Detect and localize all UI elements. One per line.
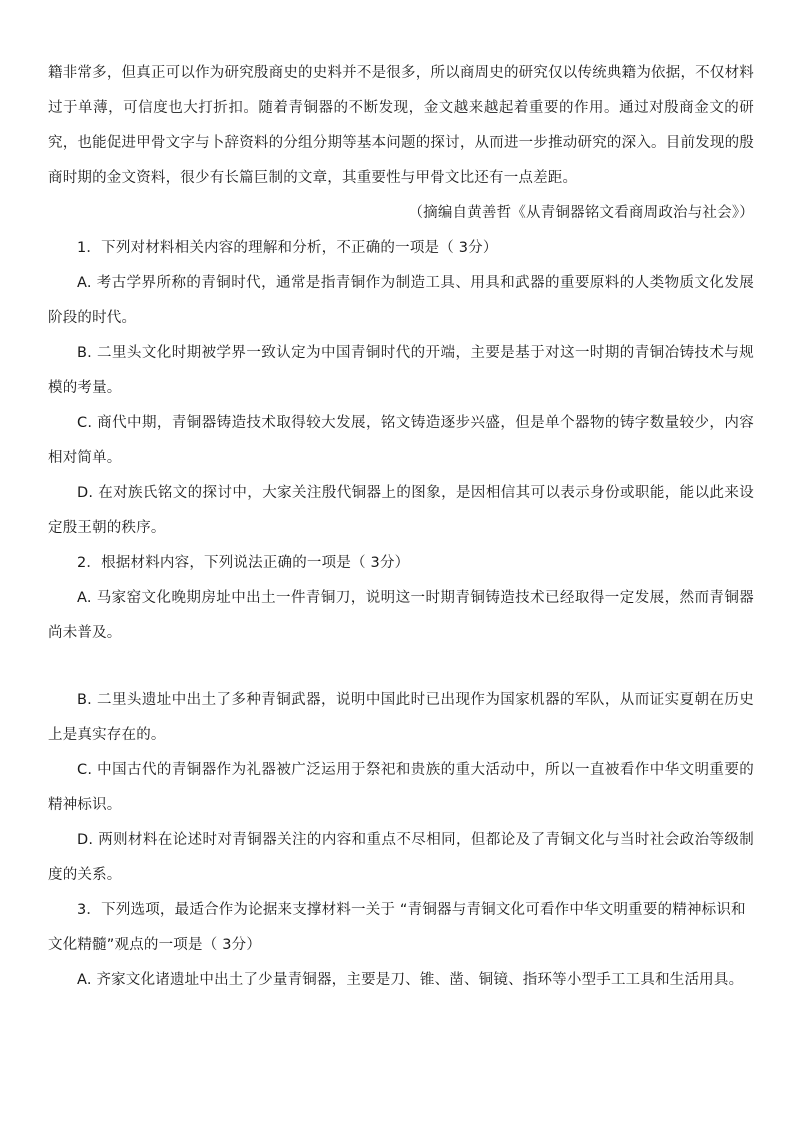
option-c: C. 商代中期，青铜器铸造技术取得较大发展，铭文铸造逐步兴盛，但是单个器物的铸字数量较少，内容相对简单。	[48, 415, 754, 466]
document-page	[48, 56, 754, 998]
option-d: D. 在对族氏铭文的探讨中，大家关注殷代铜器上的图象，是因相信其可以表示身份或职能，能以此来设定殷王朝的秩序。	[48, 485, 754, 536]
option-b: B. 二里头文化时期被学界一致认定为中国青铜时代的开端，主要是基于对这一时期的青铜冶铸技术与规模的考量。	[48, 345, 754, 396]
question-1	[48, 231, 754, 546]
question-stem: 2．根据材料内容，下列说法正确的一项是（ 3分）	[77, 555, 410, 571]
question-stem: 3．下列选项，最适合作为论据来支撑材料一关于 “青铜器与青铜文化可看作中华文明重要的精神标识和文化精髓”观点的一项是（ 3分）	[48, 902, 746, 953]
option-c: C. 中国古代的青铜器作为礼器被广泛运用于祭祀和贵族的重大活动中，所以一直被看作中华文明重要的精神标识。	[48, 762, 754, 813]
option-a: A. 考古学界所称的青铜时代，通常是指青铜作为制造工具、用具和武器的重要原料的人类物质文化发展阶段的时代。	[48, 275, 754, 326]
passage-paragraph: 籍非常多，但真正可以作为研究殷商史的史料并不是很多，所以商周史的研究仅以传统典籍为依据，不仅材料过于单薄，可信度也大打折扣。随着青铜器的不断发现，金文越来越起着重要的作用。通过对殷商金文的研究，也能促进甲骨文字与卜辞资料的分组分期等基本问题的探讨，从而进一步推动研究的深入。目前发现的殷商时期的金文资料，很少有长篇巨制的文章，其重要性与甲骨文比还有一点差距。	[48, 65, 754, 186]
option-a: A. 齐家文化诸遗址中出土了少量青铜器，主要是刀、锥、凿、铜镜、指环等小型手工工具和生活用具。	[77, 972, 744, 988]
question-3	[48, 893, 754, 998]
passage-source: （摘编自黄善哲《从青铜器铭文看商周政治与社会》）	[408, 205, 754, 221]
question-2	[48, 546, 754, 893]
option-b: B. 二里头遗址中出土了多种青铜武器，说明中国此时已出现作为国家机器的军队，从而证实夏朝在历史上是真实存在的。	[48, 692, 754, 743]
blank-gap	[48, 651, 754, 683]
option-d: D. 两则材料在论述时对青铜器关注的内容和重点不尽相同，但都论及了青铜文化与当时社会政治等级制度的关系。	[48, 832, 754, 883]
option-a: A. 马家窑文化晚期房址中出土一件青铜刀，说明这一时期青铜铸造技术已经取得一定发展，然而青铜器尚未普及。	[48, 590, 754, 641]
question-stem: 1．下列对材料相关内容的理解和分析，不正确的一项是（ 3分）	[77, 240, 498, 256]
